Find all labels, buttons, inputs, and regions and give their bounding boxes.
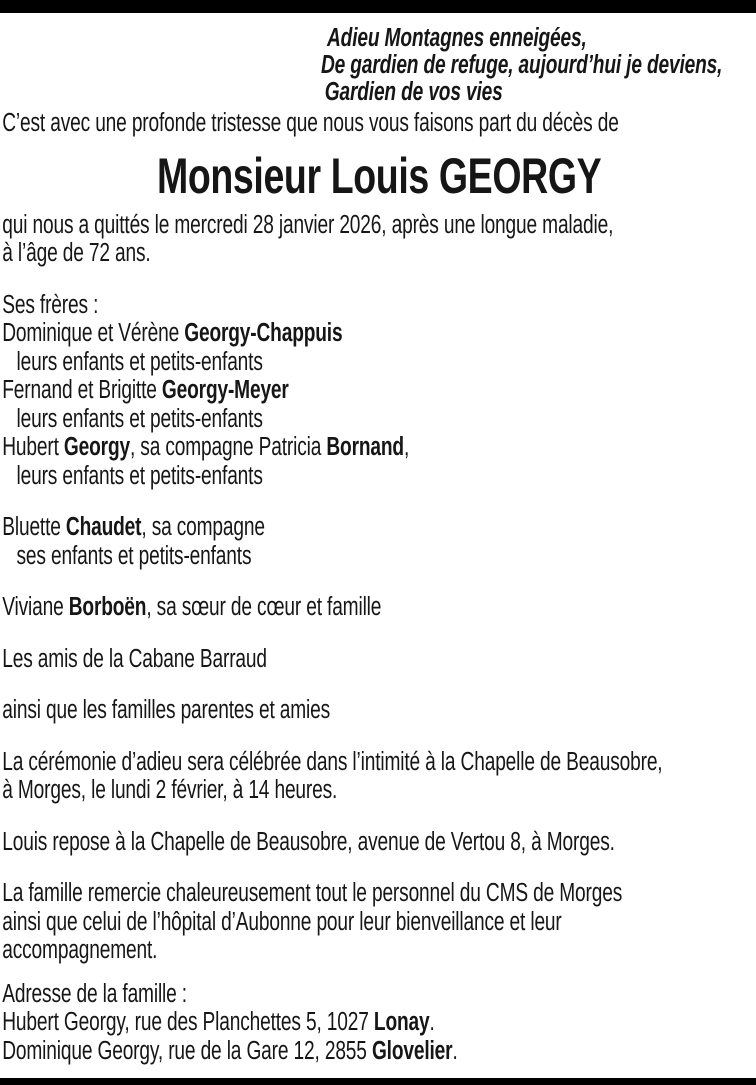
epigraph-line: Gardien de vos vies: [324, 78, 503, 106]
companion-block: [2, 513, 756, 570]
ceremony-line: La cérémonie d’adieu sera célébrée dans l’intimité à la Chapelle de Beausobre,: [2, 747, 663, 776]
death-details-line: qui nous a quittés le mercredi 28 janvier 2026, après une longue maladie,: [2, 210, 614, 239]
ceremony-block: [2, 748, 756, 805]
deceased-name-title: Monsieur Louis GEORGY: [156, 147, 602, 204]
repose-line: Louis repose à la Chapelle de Beausobre, avenue de Vertou 8, à Morges.: [2, 827, 615, 856]
soul-sister-line: Viviane Borboën, sa sœur de cœur et famille: [2, 593, 382, 621]
address-line: Hubert Georgy, rue des Planchettes 5, 1027 Lonay.: [2, 1008, 435, 1036]
family-line: Hubert Georgy, sa compagne Patricia Bornand,: [2, 433, 410, 461]
address-line: Dominique Georgy, rue de la Gare 12, 2855 Glovelier.: [2, 1036, 458, 1065]
family-line: leurs enfants et petits-enfants: [16, 461, 263, 490]
family-address-block: [2, 980, 756, 1066]
thanks-block: [2, 879, 756, 965]
brothers-heading: Ses frères :: [2, 290, 99, 319]
ceremony-line: à Morges, le lundi 2 février, à 14 heures.: [2, 776, 338, 804]
family-line: Dominique et Vérène Georgy-Chappuis: [2, 319, 343, 347]
epigraph-quote: [321, 25, 756, 106]
bottom-border-rule: [0, 1078, 756, 1085]
repose-block: [2, 828, 756, 857]
friends-line: Les amis de la Cabane Barraud: [2, 644, 267, 673]
families-line: ainsi que les familles parentes et amies: [2, 696, 331, 724]
announcement-intro: C’est avec une profonde tristesse que nous vous faisons part du décès de: [2, 109, 619, 137]
notice-content: [0, 13, 756, 1065]
thanks-line: La famille remercie chaleureusement tout le personnel du CMS de Morges: [2, 879, 623, 907]
family-line: Fernand et Brigitte Georgy-Meyer: [2, 376, 289, 404]
friends-block: [2, 645, 756, 674]
death-details-line: à l’âge de 72 ans.: [2, 239, 151, 267]
brothers-list: [2, 291, 756, 491]
epigraph-line: Adieu Montagnes enneigées,: [327, 24, 587, 52]
family-line: leurs enfants et petits-enfants: [16, 347, 263, 376]
families-block: [2, 696, 756, 725]
companion-line: Bluette Chaudet, sa compagne: [2, 513, 265, 541]
death-details: [2, 211, 756, 268]
companion-line: ses enfants et petits-enfants: [16, 541, 252, 570]
soul-sister-block: [2, 593, 756, 622]
family-line: leurs enfants et petits-enfants: [16, 404, 263, 433]
thanks-line: ainsi que celui de l’hôpital d’Aubonne pour leur bienveillance et leur: [2, 907, 562, 936]
top-border-rule: [0, 0, 756, 13]
thanks-line: accompagnement.: [2, 936, 158, 964]
address-heading: Adresse de la famille :: [2, 979, 187, 1008]
epigraph-line: De gardien de refuge, aujourd’hui je deviens,: [321, 51, 723, 79]
